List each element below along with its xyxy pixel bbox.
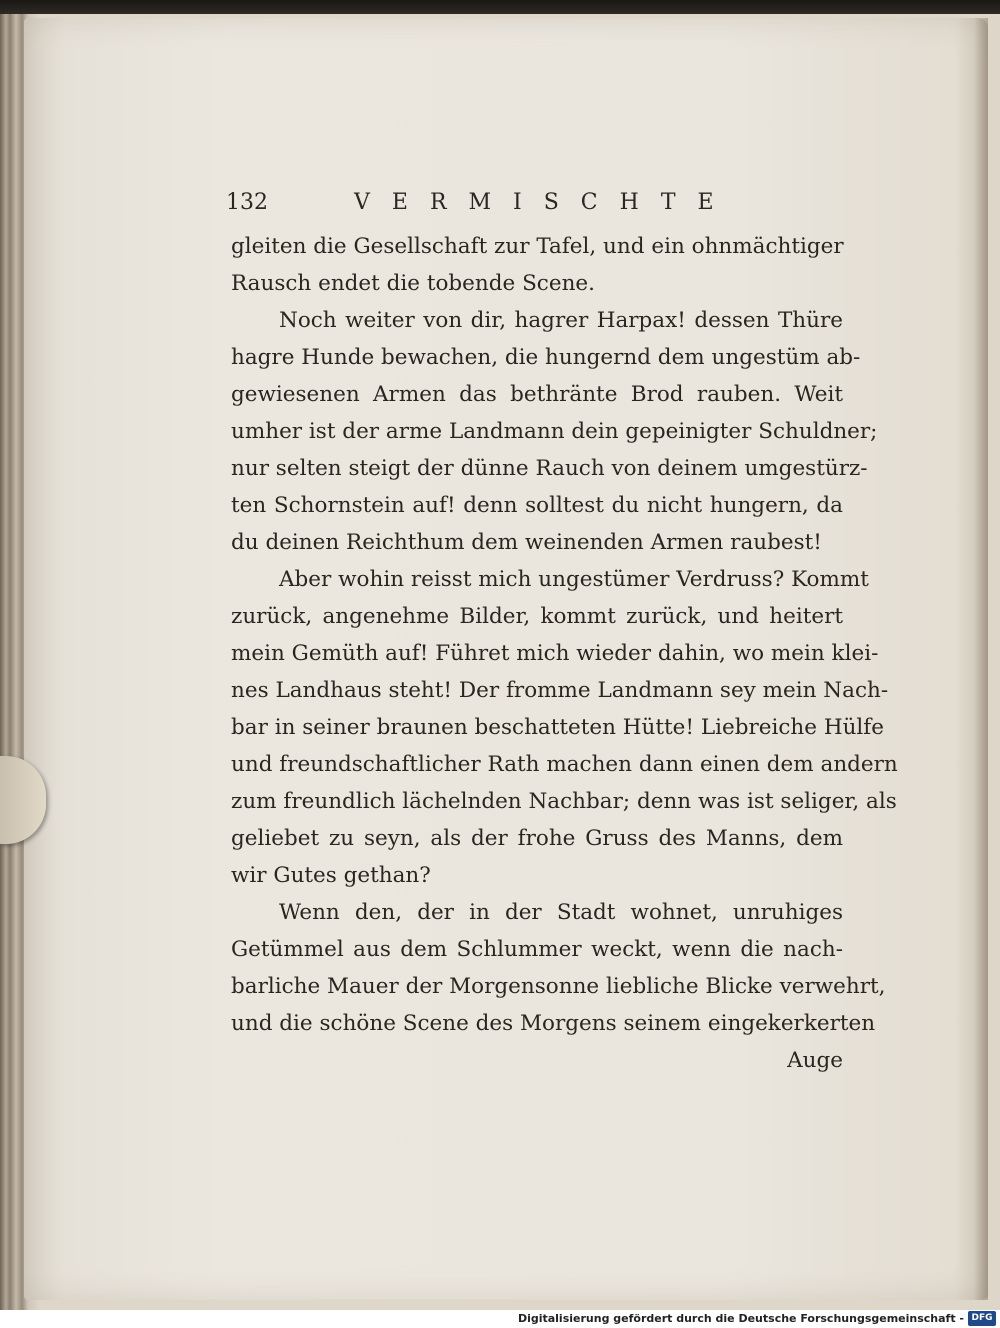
running-head: VERMISCHTE — [354, 190, 736, 215]
text-line: Noch weiter von dir, hagrer Harpax! dessen Thüre — [279, 308, 843, 333]
text-line: gewiesenen Armen das bethränte Brod rauben. Weit — [231, 382, 843, 407]
digitization-credit: Digitalisierung gefördert durch die Deutsche Forschungsgemeinschaft - — [517, 1312, 964, 1325]
page-header — [226, 190, 846, 224]
text-line: und die schöne Scene des Morgens seinem eingekerkerten — [231, 1011, 876, 1036]
text-line: barliche Mauer der Morgensonne liebliche Blicke verwehrt, — [231, 974, 886, 999]
text-line: mein Gemüth auf! Führet mich wieder dahin, wo mein klei- — [231, 641, 879, 666]
text-line: Aber wohin reisst mich ungestümer Verdruss? Kommt — [279, 567, 869, 592]
text-line: Rausch endet die tobende Scene. — [231, 271, 595, 296]
text-line: Auge — [787, 1048, 843, 1073]
text-line: Getümmel aus dem Schlummer weckt, wenn die nach- — [231, 937, 843, 962]
text-line: du deinen Reichthum dem weinenden Armen raubest! — [231, 530, 822, 555]
text-line: zurück, angenehme Bilder, kommt zurück, und heitert — [231, 604, 843, 629]
text-line: hagre Hunde bewachen, die hungernd dem ungestüm ab- — [231, 345, 861, 370]
text-line: bar in seiner braunen beschatteten Hütte! Liebreiche Hülfe — [231, 715, 884, 740]
page-edge-shadow — [974, 18, 988, 1300]
text-line: umher ist der arme Landmann dein gepeinigter Schuldner; — [231, 419, 878, 444]
dfg-logo: DFG — [968, 1311, 996, 1326]
text-line: nur selten steigt der dünne Rauch von deinem umgestürz- — [231, 456, 868, 481]
body-text — [231, 228, 898, 1079]
text-line: gleiten die Gesellschaft zur Tafel, und ein ohnmächtiger — [231, 234, 844, 259]
text-line: geliebet zu seyn, als der frohe Gruss des Manns, dem — [231, 826, 843, 851]
text-line: Wenn den, der in der Stadt wohnet, unruhiges — [279, 900, 843, 925]
text-line: nes Landhaus steht! Der fromme Landmann sey mein Nach- — [231, 678, 889, 703]
text-line: wir Gutes gethan? — [231, 863, 431, 888]
page-number: 132 — [226, 190, 268, 215]
text-line: ten Schornstein auf! denn solltest du nicht hungern, da — [231, 493, 843, 518]
text-line: zum freundlich lächelnden Nachbar; denn was ist seliger, als — [231, 789, 897, 814]
text-line: und freundschaftlicher Rath machen dann einen dem andern — [231, 752, 898, 777]
